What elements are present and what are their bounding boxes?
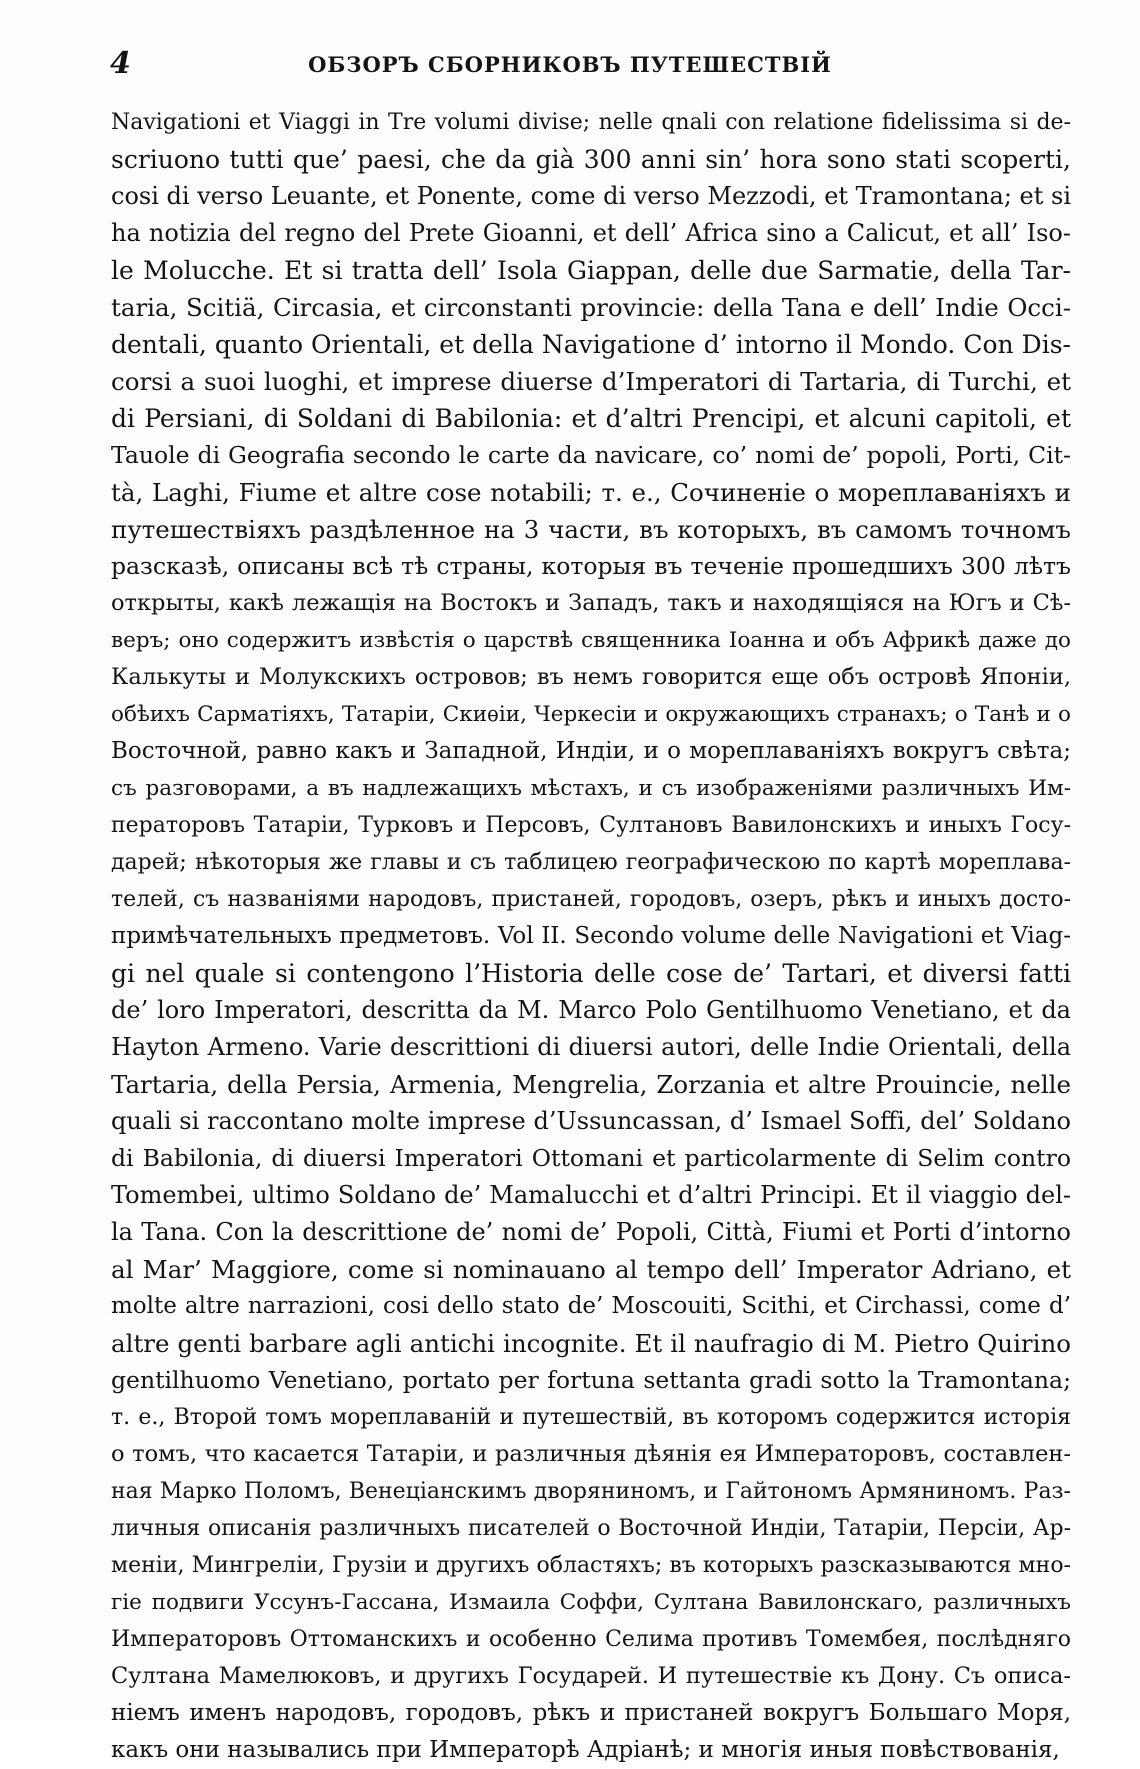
body-text — [111, 104, 1071, 1769]
text-line: дарей; нѣкоторыя же главы и съ таблицею географическою по картѣ мореплава- — [111, 850, 1071, 875]
text-line: molte altre narrazioni, cosi dello stato de’ Moscouiti, Scithi, et Circhassi, come d’ — [111, 1293, 1071, 1319]
text-line: Императоровъ Оттоманскихъ и особенно Селима противъ Томембея, послѣдняго — [111, 1627, 1071, 1652]
text-line: dentali, quanto Orientali, et della Navigatione d’ intorno il Mondo. Con Dis- — [111, 330, 1071, 359]
text-line: обѣихъ Сарматіяхъ, Татаріи, Скиѳіи, Черкесіи и окружающихъ странахъ; о Танѣ и о — [111, 702, 1071, 727]
running-title: ОБЗОРЪ СБОРНИКОВЪ ПУТЕШЕСТВІЙ — [308, 52, 832, 77]
text-line: de’ loro Imperatori, descritta da M. Marco Polo Gentilhuomo Venetiano, et da — [111, 996, 1071, 1024]
text-line: di Babilonia, di diuersi Imperatori Ottomani et particolarmente di Selim contro — [111, 1144, 1071, 1172]
text-line: taria, Scitiä, Circasia, et circonstanti provincie: della Tana e dell’ Indie Occi- — [111, 293, 1071, 322]
text-line: т. е., Второй томъ мореплаваній и путешествій, въ которомъ содержится исторія — [111, 1405, 1071, 1430]
text-line: le Molucche. Et si tratta dell’ Isola Giappan, delle due Sarmatie, della Tar- — [111, 256, 1071, 285]
text-line: Калькуты и Молукскихъ островов; въ немъ говорится еще объ островѣ Японіи, — [111, 664, 1071, 690]
text-line: Tartaria, della Persia, Armenia, Mengrelia, Zorzania et altre Prouincie, nelle — [111, 1070, 1071, 1099]
text-line: scriuono tutti que’ paesi, che da già 300 anni sin’ hora sono stati scoperti, — [111, 145, 1071, 174]
text-line: gentilhuomo Venetiano, portato per fortuna settanta gradi sotto la Tramontana; — [111, 1366, 1071, 1394]
text-line: открыты, какѣ лежащія на Востокъ и Западъ, такъ и находящіяся на Югъ и Сѣ- — [111, 590, 1071, 616]
text-line: веръ; оно содержитъ извѣстія о царствѣ священника Іоанна и объ Африкѣ даже до — [111, 628, 1071, 653]
text-line: гіе подвиги Уссунъ-Гассана, Измаила Соффи, Султана Вавилонскаго, различныхъ — [111, 1590, 1071, 1615]
text-line: ha notizia del regno del Prete Gioanni, et dell’ Africa sino a Calicut, et all’ Iso- — [111, 219, 1071, 247]
text-line: gi nel quale si contengono l’Historia delle cose de’ Tartari, et diversi fatti — [111, 959, 1071, 988]
text-line: al Mar’ Maggiore, come si nominauano al tempo dell’ Imperator Adriano, et — [111, 1255, 1071, 1284]
text-line: ператоровъ Татаріи, Турковъ и Персовъ, Султановъ Вавилонскихъ и иныхъ Госу- — [111, 813, 1071, 838]
text-line: ніемъ именъ народовъ, городовъ, рѣкъ и пристаней вокругъ Большаго Моря, — [111, 1700, 1071, 1726]
text-line: личныя описанія различныхъ писателей о Восточной Индіи, Татаріи, Персіи, Ар- — [111, 1516, 1071, 1541]
text-line: Tomembei, ultimo Soldano de’ Mamalucchi et d’altri Principi. Et il viaggio del- — [111, 1181, 1071, 1209]
text-line: Султана Мамелюковъ, и другихъ Государей. И путешествіе къ Дону. Съ описа- — [111, 1663, 1071, 1689]
text-line: Восточной, равно какъ и Западной, Индіи, и о мореплаваніяхъ вокругъ свѣта; — [111, 738, 1071, 764]
text-line: путешествіяхъ раздѣленное на 3 части, въ которыхъ, въ самомъ точномъ — [111, 515, 1071, 544]
text-line: corsi a suoi luoghi, et imprese diuerse d’Imperatori di Tartaria, di Turchi, et — [111, 367, 1071, 396]
text-line: какъ они назывались при Императорѣ Адріанѣ; и многія иныя повѣствованія, — [111, 1737, 1060, 1763]
text-line: cosi di verso Leuante, et Ponente, come di verso Mezzodi, et Tramontana; et si — [111, 182, 1072, 210]
text-line: меніи, Мингреліи, Грузіи и другихъ областяхъ; въ которыхъ разсказываются мно- — [111, 1553, 1071, 1578]
text-line: съ разговорами, а въ надлежащихъ мѣстахъ, и съ изображеніями различныхъ Им- — [111, 776, 1071, 801]
page-number: 4 — [110, 46, 131, 81]
text-line: разсказѣ, описаны всѣ тѣ страны, которыя въ теченіе прошедшихъ 300 лѣтъ — [111, 552, 1071, 580]
text-line: di Persiani, di Soldani di Babilonia: et d’altri Prencipi, et alcuni capitoli, et — [111, 404, 1071, 433]
text-line: Navigationi et Viaggi in Tre volumi divise; nelle qnali con relatione fidelissima si de- — [111, 110, 1071, 135]
text-line: tà, Laghi, Fiume et altre cose notabili; т. е., Сочиненіе о мореплаваніяхъ и — [111, 478, 1071, 507]
text-line: о томъ, что касается Татаріи, и различныя дѣянія ея Императоровъ, составлен- — [111, 1441, 1071, 1467]
text-line: Tauole di Geografia secondo le carte da navicare, co’ nomi de’ popoli, Porti, Cit- — [111, 441, 1071, 469]
text-line: Hayton Armeno. Varie descrittioni di diuersi autori, delle Indie Orientali, della — [111, 1033, 1071, 1061]
text-line: quali si raccontano molte imprese d’Ussuncassan, d’ Ismael Soffi, del’ Soldano — [111, 1107, 1071, 1135]
text-line: примѣчательныхъ предметовъ. Vol II. Secondo volume delle Navigationi et Viag- — [111, 923, 1071, 949]
text-line: ная Марко Поломъ, Венеціанскимъ дворяниномъ, и Гайтономъ Армяниномъ. Раз- — [111, 1479, 1071, 1504]
page-header — [0, 44, 1140, 84]
text-line: телей, съ названіями народовъ, пристаней, городовъ, озеръ, рѣкъ и иныхъ достo- — [111, 887, 1071, 912]
text-line: la Tana. Con la descrittione de’ nomi de’ Popoli, Città, Fiumi et Porti d’intorno — [111, 1218, 1071, 1246]
text-line: altre genti barbare agli antichi incognite. Et il naufragio di M. Pietro Quirino — [111, 1329, 1071, 1358]
